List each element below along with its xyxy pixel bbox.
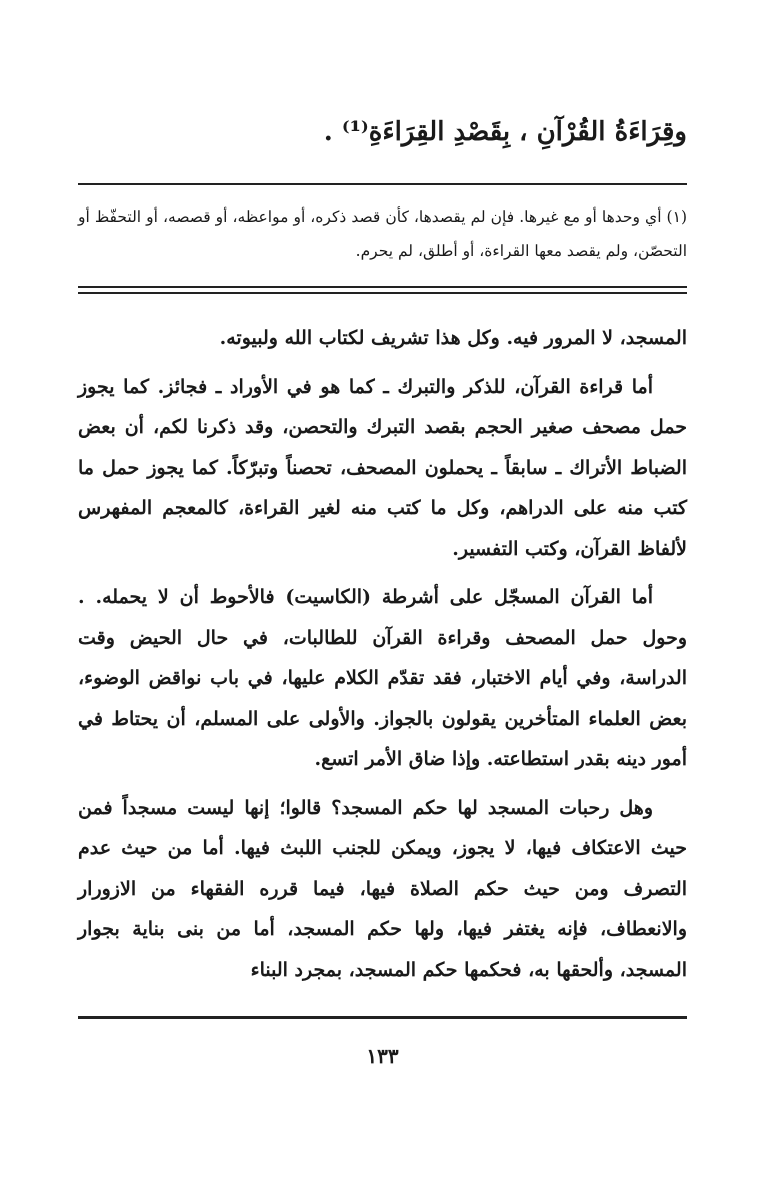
paragraph-quran-recitation: أما قراءة القرآن، للذكر والتبرك ـ كما هو في الأوراد ـ فجائز. كما يجوز حمل مصحف صغير الحجم بقصد التبرك والتحصن، وقد ذكرنا لكم، أن بعض الضباط الأتراك ـ سابقاً ـ يحملون المصحف، تحصناً وتبرّكاً. كما يجوز حمل ما كتب منه على الدراهم، وكل ما كتب منه لغير القراءة، كالمعجم المفهرس لألفاظ القرآن، وكتب التفسير.: [78, 375, 687, 560]
paragraph-continuation: المسجد، لا المرور فيه. وكل هذا تشريف لكتاب الله ولبيوته.: [219, 327, 687, 349]
page-number: ١٣٣: [366, 1044, 399, 1068]
commentary-separator-lower: [78, 292, 687, 294]
paragraph-mosque-courtyards: وهل رحبات المسجد لها حكم المسجد؟ قالوا؛ إنها ليست مسجداً فمن حيث الاعتكاف فيها، لا يجوز، ويمكن للجنب اللبث فيها. أما من حيث عدم التصرف ومن حيث حكم الصلاة فيها، فيما قرره الفقهاء من الازورار والانعطاف، فإنه يغتفر فيها، ولها حكم المسجد، أما من بنى بناية بجوار المسجد، وألحقها به، فحكمها حكم المسجد، بمجرد البناء: [78, 796, 687, 981]
matn-text: وقِرَاءَةُ القُرْآنِ ، بِقَصْدِ القِرَاءَةِ⁽¹⁾ .: [323, 117, 687, 147]
commentary-body: [78, 318, 687, 998]
footnote-separator: [78, 183, 687, 185]
commentary-separator-upper: [78, 286, 687, 288]
footnote: (١) أي وحدها أو مع غيرها. فإن لم يقصدها، كأن قصد ذكره، أو مواعظه، أو قصصه، أو التحفّظ أو التحصّن، ولم يقصد معها القراءة، أو أطلق، لم يحرم.: [78, 208, 687, 260]
paragraph-cassette-tapes: أما القرآن المسجّل على أشرطة (الكاسيت) فالأحوط أن لا يحمله. . وحول حمل المصحف وقراءة القرآن للطالبات، في حال الحيض وقت الدراسة، وفي أيام الاختبار، فقد تقدّم الكلام عليها، في باب نواقض الوضوء، بعض العلماء المتأخرين يقولون بالجواز. والأولى على المسلم، أن يحتاط في أمور دينه بقدر استطاعته. وإذا ضاق الأمر اتسع.: [78, 586, 687, 770]
page-bottom-rule: [78, 1016, 687, 1019]
